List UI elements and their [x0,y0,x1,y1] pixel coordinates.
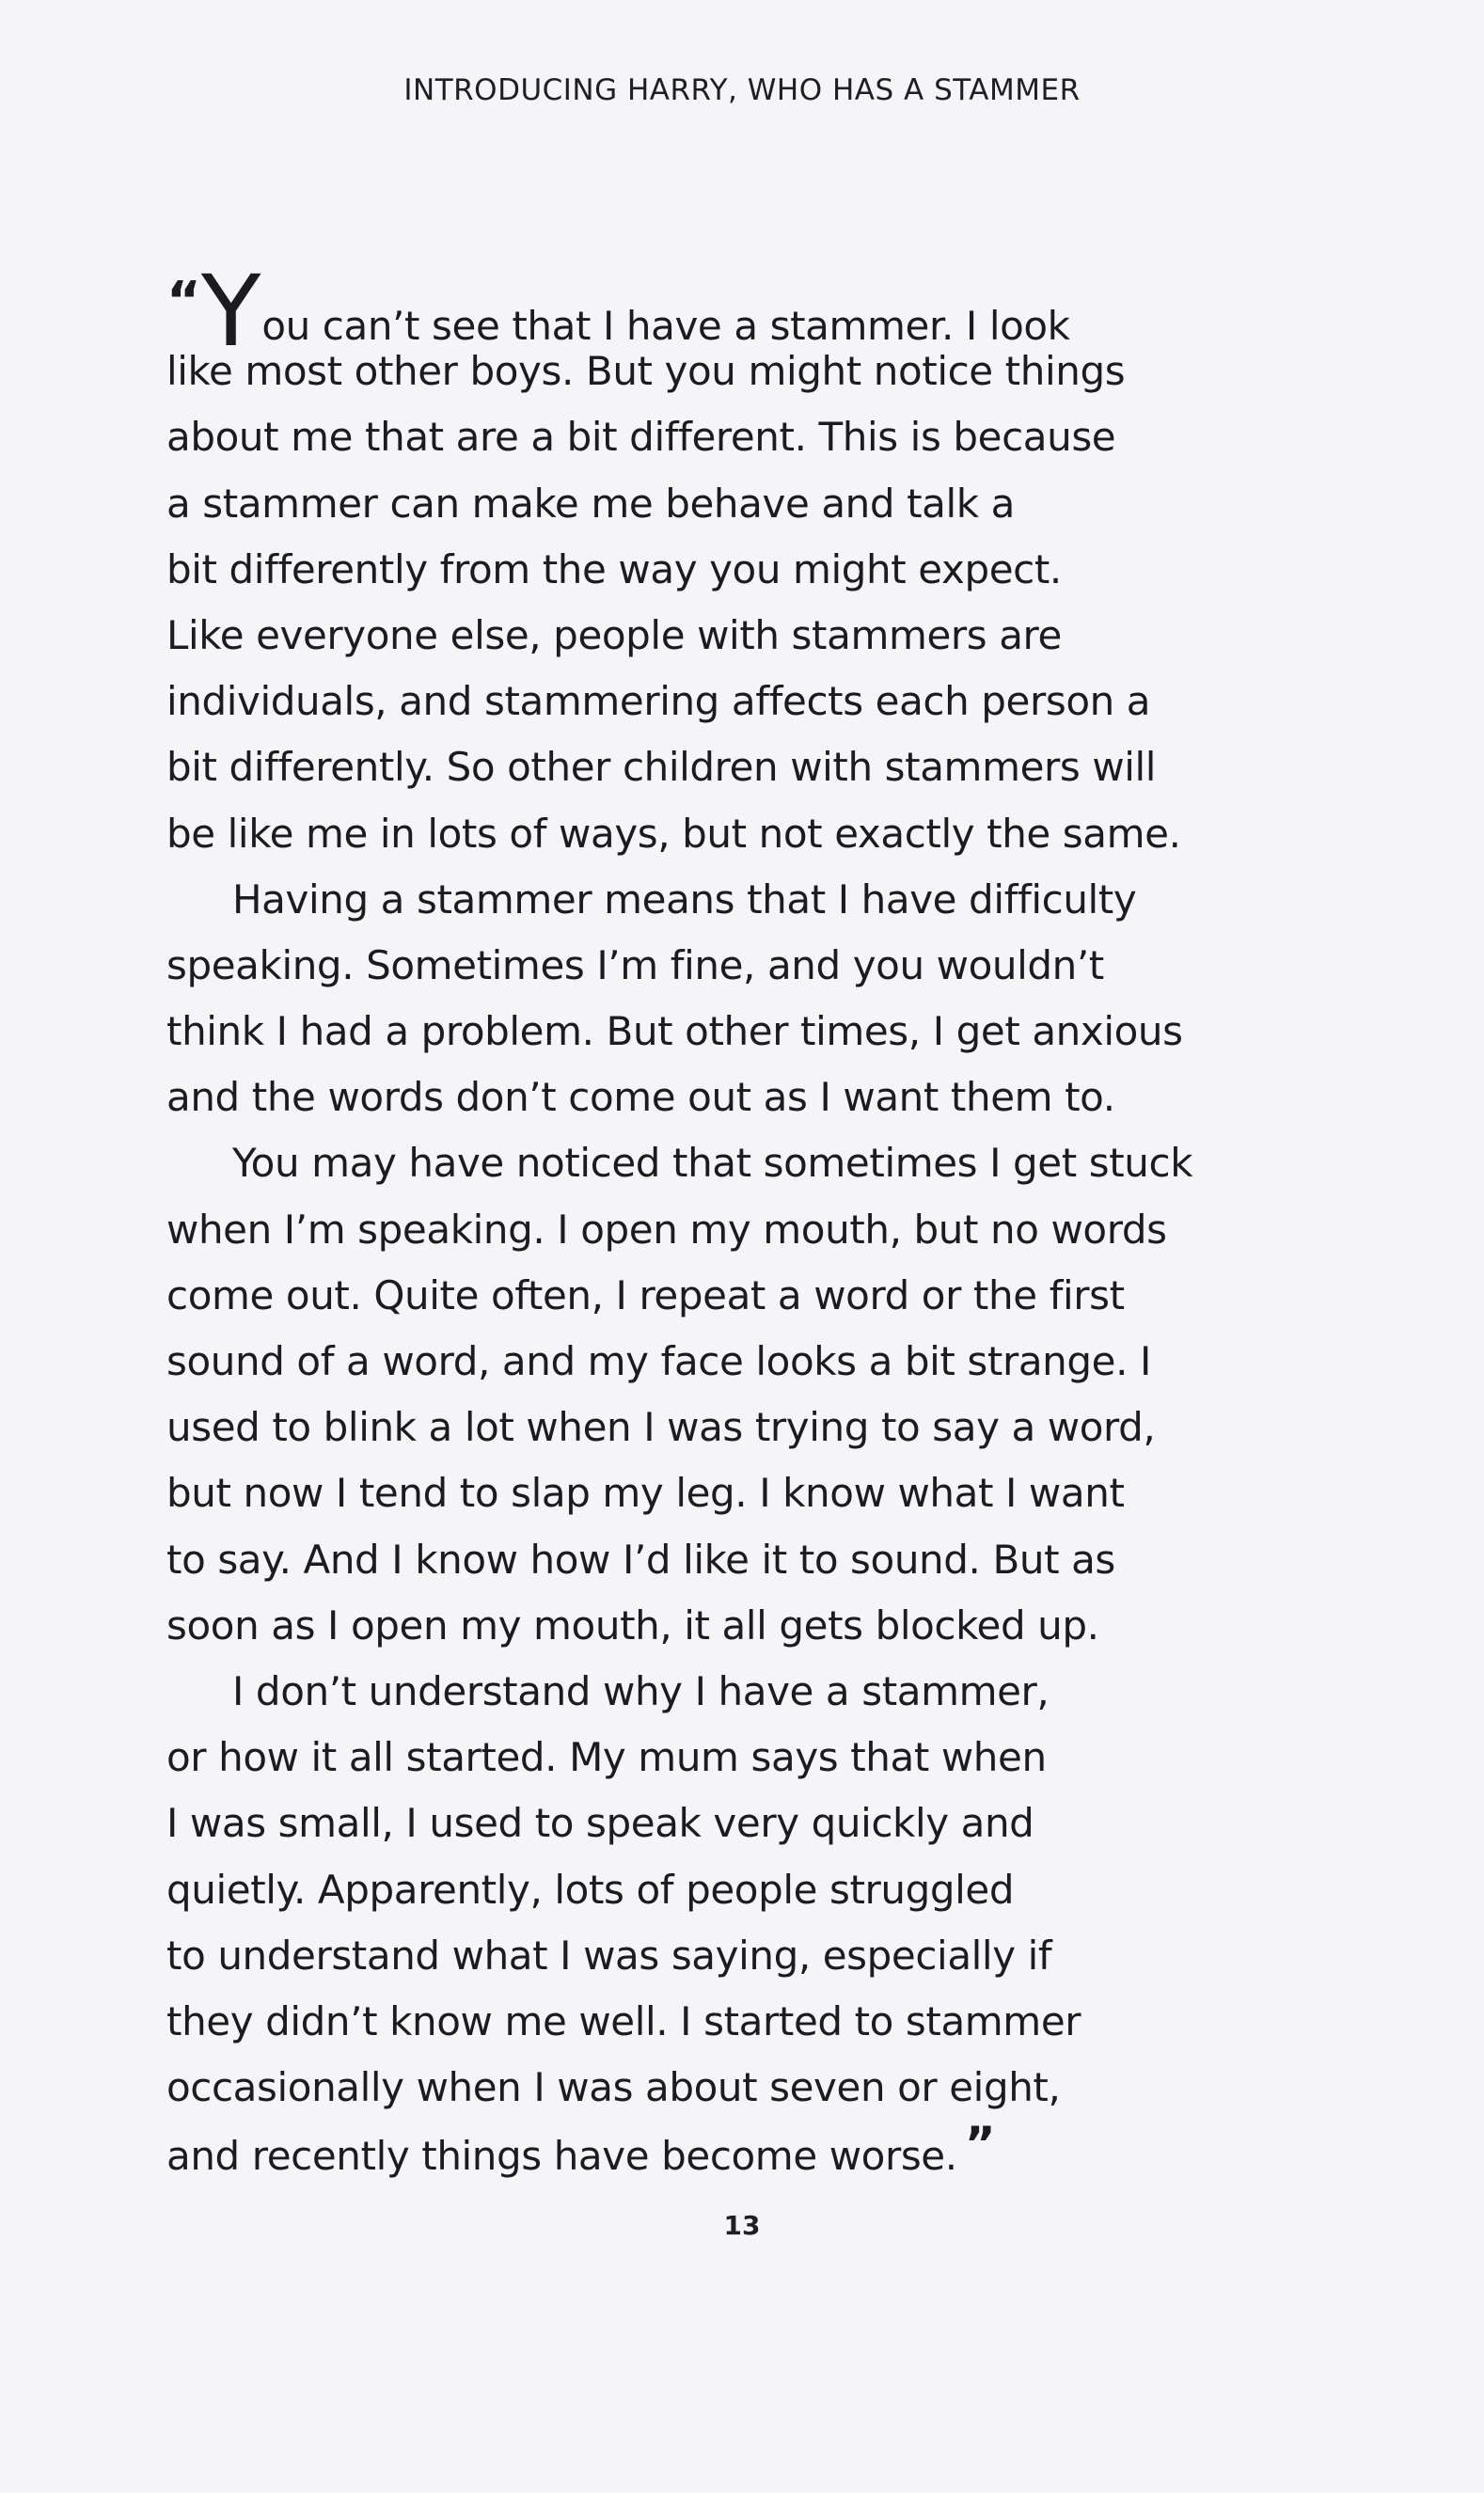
text-line-1 [166,254,1342,369]
running-head: INTRODUCING HARRY, WHO HAS A STAMMER [403,73,1081,107]
text-line-24: I was small, I used to speak very quickly and [166,1800,1034,1847]
open-quote-mark: “ [166,271,199,332]
text-line-4: a stammer can make me behave and talk a [166,480,1015,527]
text-line-29 [166,2117,1342,2186]
text-line-5: bit differently from the way you might expect. [166,545,1062,592]
text-line-25: quietly. Apparently, lots of people struggled [166,1866,1015,1913]
text-line-10: Having a stammer means that I have difficulty [232,876,1137,923]
text-line-15: when I’m speaking. I open my mouth, but no words [166,1206,1167,1253]
text-line-9: be like me in lots of ways, but not exactly the same. [166,810,1181,857]
text-line-2: like most other boys. But you might notice things [166,348,1126,395]
text-line-22: I don’t understand why I have a stammer, [232,1667,1050,1714]
text-line-16: come out. Quite often, I repeat a word or the first [166,1271,1125,1318]
text-line-3: about me that are a bit different. This is because [166,414,1116,461]
text-line-12: think I had a problem. But other times, I get anxious [166,1008,1183,1055]
text-line-19: but now I tend to slap my leg. I know what I want [166,1470,1125,1517]
text-line-14: You may have noticed that sometimes I get stuck [232,1140,1193,1187]
text-line-6: Like everyone else, people with stammers are [166,611,1062,658]
close-quote-mark: ” [964,2117,994,2172]
body-text [166,254,1342,2186]
page-number: 13 [723,2210,761,2241]
text-line-20: to say. And I know how I’d like it to sound. But as [166,1536,1115,1583]
text-line-8: bit differently. So other children with stammers will [166,744,1157,791]
text-line-11: speaking. Sometimes I’m fine, and you wouldn’t [166,941,1104,988]
text-line-13: and the words don’t come out as I want them to. [166,1074,1115,1121]
text-line-28: occasionally when I was about seven or eight, [166,2064,1061,2111]
text-line-29-text: and recently things have become worse. [166,2133,957,2180]
text-line-18: used to blink a lot when I was trying to say a word, [166,1404,1156,1451]
text-line-26: to understand what I was saying, especially if [166,1932,1052,1979]
text-line-27: they didn’t know me well. I started to stammer [166,1997,1081,2044]
drop-cap: Y [200,254,260,369]
text-line-23: or how it all started. My mum says that when [166,1734,1047,1781]
text-line-21: soon as I open my mouth, it all gets blocked up. [166,1602,1099,1649]
text-line-1-rest: ou can’t see that I have a stammer. I look [261,303,1070,349]
text-line-7: individuals, and stammering affects each person a [166,678,1151,725]
text-line-17: sound of a word, and my face looks a bit strange. I [166,1338,1151,1384]
